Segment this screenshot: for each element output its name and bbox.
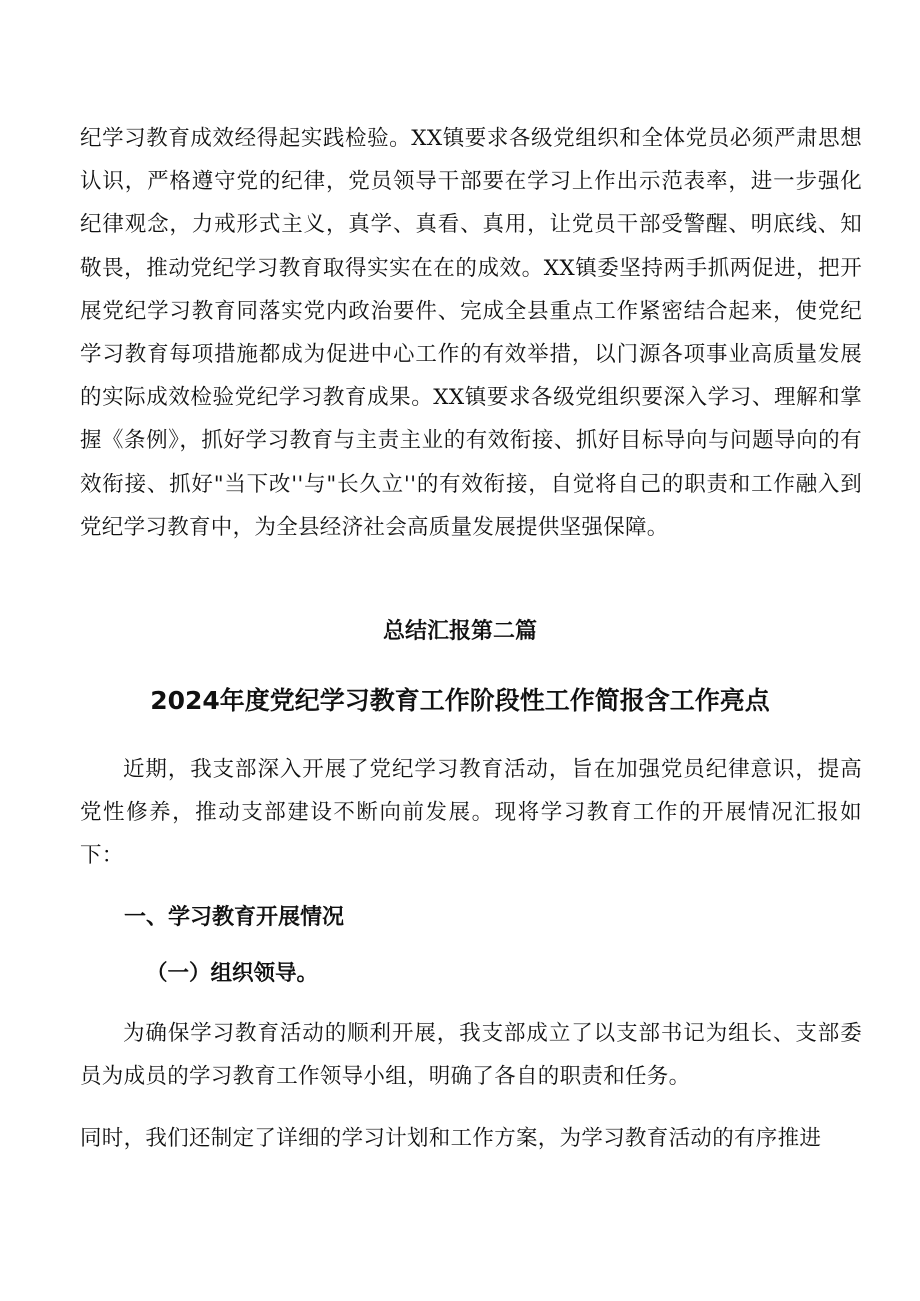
body-paragraph-2: 近期，我支部深入开展了党纪学习教育活动，旨在加强党员纪律意识，提高党性修养，推动支部建设不断向前发展。现将学习教育工作的开展情况汇报如下： <box>80 757 862 869</box>
body-paragraph-4: 同时，我们还制定了详细的学习计划和工作方案，为学习教育活动的有序推进 <box>80 1126 822 1151</box>
body-paragraph-1: 纪学习教育成效经得起实践检验。XX镇要求各级党组织和全体党员必须严肃思想认识，严格遵守党的纪律，党员领导干部要在学习上作出示范表率，进一步强化纪律观念，力戒形式主义，真学、真看、真用，让党员干部受警醒、明底线、知敬畏，推动党纪学习教育取得实实在在的成效。XX镇委坚持两手抓两促进，把开展党纪学习教育同落实党内政治要件、完成全县重点工作紧密结合起来，使党纪学习教育每项措施都成为促进中心工作的有效举措，以门源各项事业高质量发展的实际成效检验党纪学习教育成果。XX镇要求各级党组织要深入学习、理解和掌握《条例》，抓好学习教育与主责主业的有效衔接、抓好目标导向与问题导向的有效衔接、抓好"当下改''与"长久立''的有效衔接，自觉将自己的职责和工作融入到党纪学习教育中，为全县经济社会高质量发展提供坚强保障。 <box>80 126 862 540</box>
document-title: 2024年度党纪学习教育工作阶段性工作简报含工作亮点 <box>150 686 770 715</box>
section-heading-1: 一、学习教育开展情况 <box>124 905 345 930</box>
section-subheading: 总结汇报第二篇 <box>382 619 537 644</box>
subsection-heading-1-1: （一）组织领导。 <box>146 961 319 986</box>
body-paragraph-3: 为确保学习教育活动的顺利开展，我支部成立了以支部书记为组长、支部委员为成员的学习教育工作领导小组，明确了各自的职责和任务。 <box>80 1021 862 1090</box>
